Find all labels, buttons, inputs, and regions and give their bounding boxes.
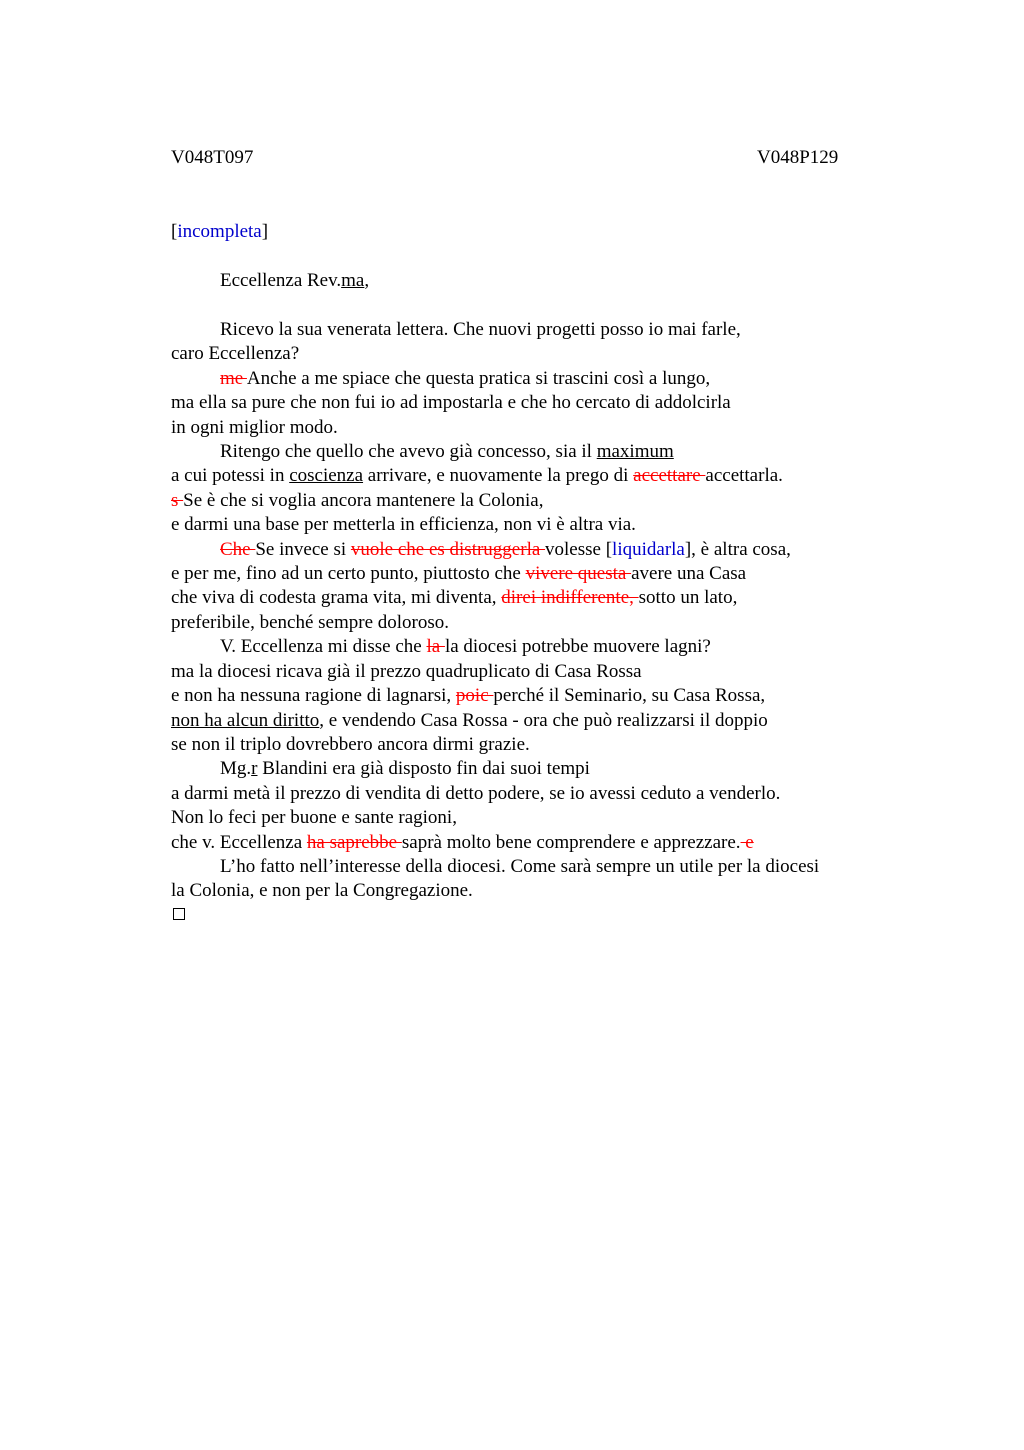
text-segment: Ricevo la sua venerata lettera. Che nuovi progetti posso io mai farle, bbox=[220, 319, 741, 340]
empty-square-icon bbox=[173, 908, 185, 920]
text-line bbox=[171, 391, 931, 415]
underlined-text: non ha alcun diritto bbox=[171, 709, 320, 731]
document-id-right: V048P129 bbox=[757, 147, 839, 168]
text-line bbox=[171, 733, 931, 757]
text-segment: se non il triplo dovrebbero ancora dirmi grazie. bbox=[171, 733, 530, 755]
text-segment: a cui potessi in bbox=[171, 465, 290, 487]
text-segment: saprà molto bene comprendere e apprezzare. bbox=[401, 831, 741, 853]
deleted-text: poic bbox=[455, 685, 494, 707]
text-segment: che v. Eccellenza bbox=[171, 831, 307, 853]
bracket-close: ] bbox=[261, 221, 269, 242]
text-segment: Ritengo che quello che avevo già concesso, sia il bbox=[220, 441, 597, 463]
text-segment: volesse [ bbox=[545, 538, 613, 560]
text-line bbox=[171, 660, 931, 684]
text-segment: Se è che si voglia ancora mantenere la Colonia, bbox=[183, 489, 544, 511]
text-segment: caro Eccellenza? bbox=[171, 343, 300, 365]
text-line bbox=[171, 367, 931, 391]
deleted-text: vivere questa bbox=[525, 563, 632, 585]
text-segment: V. Eccellenza mi disse che bbox=[220, 636, 427, 658]
deleted-text: vuole che es distruggerla bbox=[350, 538, 546, 560]
status-label: incompleta bbox=[177, 221, 262, 242]
underlined-text: r bbox=[251, 758, 258, 780]
text-segment: che viva di codesta grama vita, mi diventa, bbox=[171, 587, 502, 609]
text-line bbox=[171, 440, 931, 464]
text-segment: in ogni miglior modo. bbox=[171, 416, 338, 438]
text-segment: perché il Seminario, su Casa Rossa, bbox=[493, 685, 766, 707]
text-line bbox=[171, 513, 931, 537]
text-line bbox=[171, 684, 931, 708]
text-segment: e darmi una base per metterla in efficienza, non vi è altra via. bbox=[171, 514, 636, 536]
editorial-insertion: liquidarla bbox=[612, 538, 685, 560]
deleted-text: direi indifferente, bbox=[501, 587, 639, 609]
text-line bbox=[171, 562, 931, 586]
deleted-text: me bbox=[220, 367, 247, 389]
deleted-text: Che bbox=[220, 538, 256, 560]
underlined-text: maximum bbox=[596, 441, 674, 463]
deleted-text: accettare bbox=[633, 465, 706, 487]
text-segment: ], è altra cosa, bbox=[684, 538, 791, 560]
text-line bbox=[171, 416, 931, 440]
text-segment: a darmi metà il prezzo di vendita di detto podere, se io avessi ceduto a venderlo. bbox=[171, 782, 781, 804]
deleted-text: e bbox=[740, 831, 754, 853]
text-segment: arrivare, e nuovamente la prego di bbox=[363, 465, 634, 487]
text-segment: accettarla. bbox=[705, 465, 783, 487]
text-segment: Mg. bbox=[220, 758, 252, 780]
text-segment: Non lo feci per buone e sante ragioni, bbox=[171, 807, 457, 829]
text-line bbox=[171, 318, 931, 342]
text-segment: sotto un lato, bbox=[638, 587, 738, 609]
text-line bbox=[171, 635, 931, 659]
deleted-text: s bbox=[171, 489, 184, 511]
text-segment: Blandini era già disposto fin dai suoi tempi bbox=[257, 758, 590, 780]
text-segment: la diocesi potrebbe muovere lagni? bbox=[444, 636, 711, 658]
letter-body bbox=[171, 318, 931, 904]
text-segment: ma ella sa pure che non fui io ad impostarla e che ho cercato di addolcirla bbox=[171, 392, 731, 414]
underlined-text: coscienza bbox=[289, 465, 364, 487]
text-line bbox=[171, 709, 931, 733]
document-id-left: V048T097 bbox=[171, 147, 254, 168]
text-line bbox=[171, 879, 931, 903]
deleted-text: ha saprebbe bbox=[306, 831, 402, 853]
text-segment: L’ho fatto nell’interesse della diocesi. Come sarà sempre un utile per la diocesi bbox=[220, 855, 820, 877]
text-line bbox=[171, 757, 931, 781]
text-line bbox=[171, 342, 931, 366]
text-segment: Se invece si bbox=[255, 538, 351, 560]
salutation-text: Eccellenza Rev. bbox=[220, 270, 342, 291]
salutation-superscript: ma bbox=[341, 270, 365, 291]
text-segment: e non ha nessuna ragione di lagnarsi, bbox=[171, 685, 456, 707]
text-segment: e per me, fino ad un certo punto, piuttosto che bbox=[171, 563, 526, 585]
text-line bbox=[171, 855, 931, 879]
text-segment: Anche a me spiace che questa pratica si trascini così a lungo, bbox=[246, 367, 711, 389]
deleted-text: la bbox=[426, 636, 445, 658]
text-segment: , e vendendo Casa Rossa - ora che può realizzarsi il doppio bbox=[319, 709, 768, 731]
text-line bbox=[171, 806, 931, 830]
text-line bbox=[171, 464, 931, 488]
text-line bbox=[171, 831, 931, 855]
bracket-open: [ bbox=[171, 221, 178, 242]
text-line bbox=[171, 489, 931, 513]
text-segment: la Colonia, e non per la Congregazione. bbox=[171, 880, 473, 902]
text-line bbox=[171, 538, 931, 562]
text-segment: preferibile, benché sempre doloroso. bbox=[171, 611, 450, 633]
text-line bbox=[171, 782, 931, 806]
text-segment: avere una Casa bbox=[631, 563, 747, 585]
salutation bbox=[220, 270, 369, 292]
text-line bbox=[171, 611, 931, 635]
completeness-note bbox=[171, 221, 268, 243]
salutation-comma: , bbox=[364, 270, 370, 291]
text-segment: ma la diocesi ricava già il prezzo quadruplicato di Casa Rossa bbox=[171, 660, 642, 682]
text-line bbox=[171, 586, 931, 610]
